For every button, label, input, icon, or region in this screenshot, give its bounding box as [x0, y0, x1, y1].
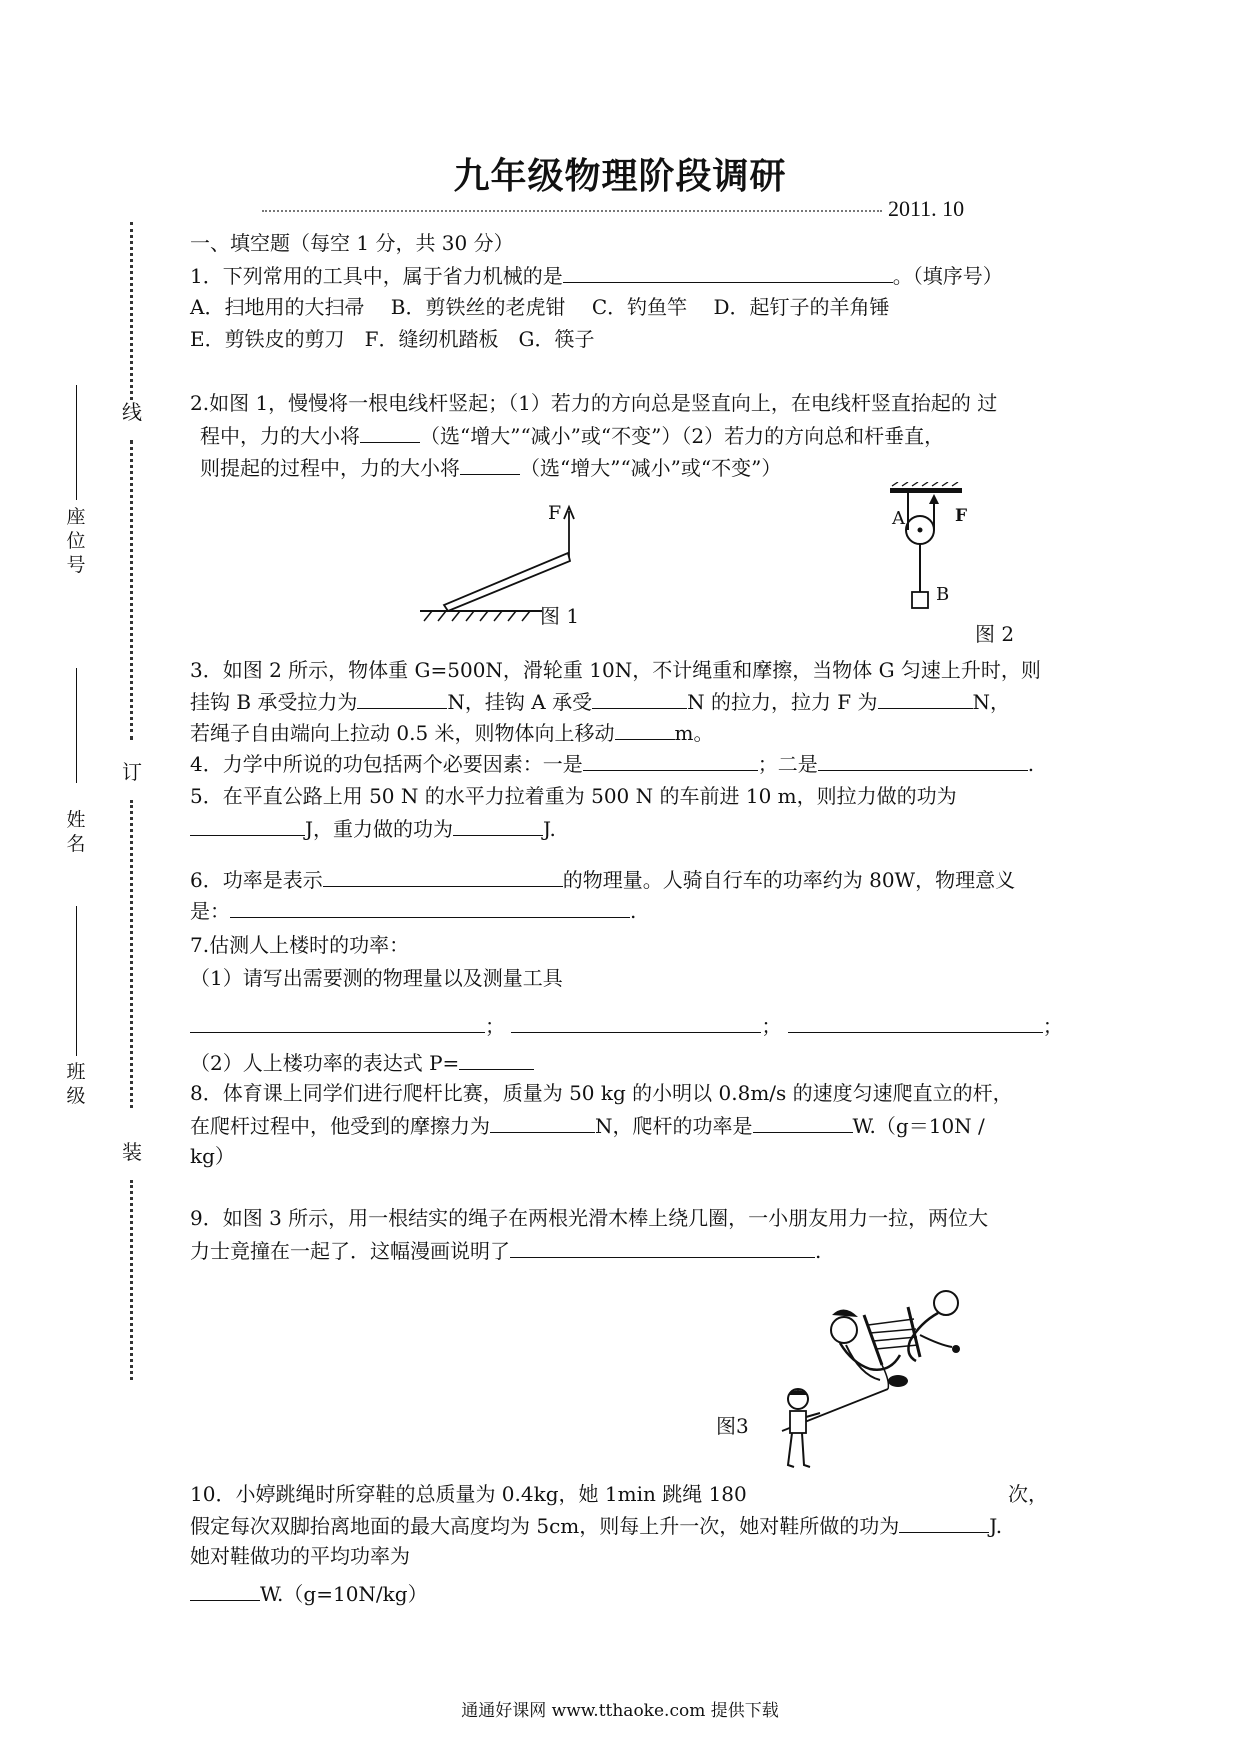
question-3-line-2: 挂钩 B 承受拉力为 N，挂钩 A 承受 N 的拉力，拉力 F 为 N， [190, 686, 1070, 717]
answer-blank[interactable] [563, 260, 893, 283]
name-blank-line [76, 668, 77, 783]
question-10-line-1-end: 次， [1008, 1482, 1048, 1506]
shoe [888, 1375, 908, 1387]
question-8-line-3: kg） [190, 1144, 235, 1168]
question-7-sub-2: （2）人上楼功率的表达式 P= [190, 1047, 1070, 1078]
hanging-weight [912, 592, 928, 608]
answer-blank[interactable] [899, 1510, 989, 1533]
question-8-line-2: 在爬杆过程中，他受到的摩擦力为 N，爬杆的功率是 W.（g＝10N / [190, 1110, 1070, 1141]
question-1-stem: 1．下列常用的工具中，属于省力机械的是 。（填序号） [190, 260, 1070, 291]
question-10-line-3: 她对鞋做功的平均功率为 [190, 1544, 410, 1568]
question-10-line-2: 假定每次双脚抬离地面的最大高度均为 5cm，则每上升一次，她对鞋所做的功为 J. [190, 1510, 1070, 1541]
seat-blank-line [76, 385, 77, 500]
title-divider [262, 210, 882, 212]
question-9-line-2: 力士竟撞在一起了．这幅漫画说明了 . [190, 1235, 1070, 1266]
answer-blank[interactable] [753, 1110, 853, 1133]
answer-blank[interactable] [357, 686, 447, 709]
ceiling-bar [890, 488, 962, 493]
question-3-line-1: 3．如图 2 所示，物体重 G=500N，滑轮重 10N，不计绳重和摩擦，当物体 G 匀速上升时，则 [190, 658, 1041, 682]
ceiling-hatching [892, 482, 958, 486]
answer-blank[interactable] [583, 748, 758, 771]
section-heading: 一、填空题（每空 1 分，共 30 分） [190, 231, 514, 255]
exam-date: 2011. 10 [888, 196, 965, 221]
answer-blank[interactable] [788, 1010, 1043, 1033]
strongman-right-foot [952, 1345, 960, 1353]
question-2-line-2: 程中，力的大小将 （选“增大”“减小”或“不变”）（2）若力的方向总和杆垂直， [200, 420, 1080, 451]
binding-dotted-line [130, 800, 133, 1108]
question-7-blanks: ； ； ； [190, 1010, 1070, 1041]
strongman-right-leg [920, 1335, 952, 1347]
answer-blank[interactable] [460, 452, 520, 475]
pulley-axle [918, 528, 923, 533]
child-legs [788, 1433, 810, 1467]
footer-credit: 通通好课网 www.tthaoke.com 提供下载 [461, 1701, 779, 1721]
answer-blank[interactable] [511, 1010, 761, 1033]
figure-2-label-a: A [892, 508, 905, 529]
answer-blank[interactable] [323, 864, 563, 887]
strongman-left-leg [846, 1345, 880, 1380]
question-8-line-1: 8．体育课上同学们进行爬杆比赛，质量为 50 kg 的小明以 0.8m/s 的速度匀速爬直立的杆， [190, 1081, 1013, 1105]
question-7-sub-1: （1）请写出需要测的物理量以及测量工具 [190, 966, 563, 990]
strongman-left-head [831, 1317, 857, 1343]
answer-blank[interactable] [878, 686, 973, 709]
question-6-line-1: 6．功率是表示 的物理量。人骑自行车的功率约为 80W，物理意义 [190, 864, 1070, 895]
question-5-line-2: J，重力做的功为 J. [190, 813, 1070, 844]
class-label: 班级 [66, 1061, 86, 1107]
question-3-line-3: 若绳子自由端向上拉动 0.5 米，则物体向上移动 m。 [190, 717, 1070, 748]
child-arm [806, 1413, 820, 1417]
question-5-line-1: 5．在平直公路上用 50 N 的水平力拉着重为 500 N 的车前进 10 m，则拉力做的功为 [190, 784, 957, 808]
binding-char-zhuang: 装 [122, 1140, 142, 1164]
figure-2-caption: 图 2 [975, 622, 1015, 646]
answer-blank[interactable] [510, 1235, 815, 1258]
answer-blank[interactable] [190, 1010, 485, 1033]
binding-char-line: 线 [122, 400, 142, 424]
class-blank-line [76, 906, 77, 1056]
strongman-left-hair [832, 1309, 858, 1317]
ground-hatching [424, 611, 530, 621]
question-9-line-1: 9．如图 3 所示，用一根结实的绳子在两根光滑木棒上绕几圈，一小朋友用力一拉，两位大 [190, 1206, 989, 1230]
binding-dotted-line [130, 440, 133, 740]
question-10-line-1: 10．小婷跳绳时所穿鞋的总质量为 0.4kg，她 1min 跳绳 180 [190, 1482, 747, 1506]
question-1-options-a: A．扫地用的大扫帚 B．剪铁丝的老虎钳 C．钓鱼竿 D．起钉子的羊角锤 [190, 295, 890, 319]
answer-blank[interactable] [818, 748, 1028, 771]
binding-char-ding: 订 [122, 760, 142, 784]
answer-blank[interactable] [190, 813, 305, 836]
answer-blank[interactable] [230, 895, 630, 918]
figure-1-caption: 图 1 [540, 604, 580, 628]
name-label: 姓名 [66, 809, 86, 855]
wooden-stick-right [908, 1307, 920, 1357]
child-body [790, 1411, 806, 1433]
binding-dotted-line [130, 222, 133, 400]
seat-label: 座位号 [66, 506, 86, 576]
binding-dotted-line [130, 1180, 133, 1380]
answer-blank[interactable] [592, 686, 687, 709]
figure-1-force-label: F [548, 502, 562, 524]
page-title: 九年级物理阶段调研 [453, 156, 787, 197]
figure-2-label-b: B [936, 584, 950, 605]
question-7-stem: 7.估测人上楼时的功率： [190, 933, 410, 957]
question-6-line-2: 是： . [190, 895, 1070, 926]
answer-blank[interactable] [453, 813, 543, 836]
answer-blank[interactable] [190, 1578, 260, 1601]
answer-blank[interactable] [459, 1047, 534, 1070]
question-2-line-1: 2.如图 1，慢慢将一根电线杆竖起；（1）若力的方向总是竖直向上，在电线杆竖直抬起的 过 [190, 391, 998, 415]
answer-blank[interactable] [490, 1110, 595, 1133]
strongman-right-head [934, 1291, 958, 1315]
force-arrow-head [929, 494, 939, 504]
figure-2-force-label: F [955, 506, 968, 526]
answer-blank[interactable] [360, 420, 420, 443]
answer-blank[interactable] [615, 717, 675, 740]
question-1-options-b: E．剪铁皮的剪刀 F．缝纫机踏板 G．筷子 [190, 327, 595, 351]
question-4: 4．力学中所说的功包括两个必要因素：一是 ；二是 . [190, 748, 1070, 779]
question-2-line-3: 则提起的过程中，力的大小将 （选“增大”“减小”或“不变”） [200, 452, 1080, 483]
figure-2-pulley-diagram [870, 482, 980, 632]
figure-3-caption: 图3 [716, 1414, 749, 1438]
question-10-line-4: W.（g=10N/kg） [190, 1578, 1070, 1609]
figure-3-child [780, 1385, 830, 1485]
